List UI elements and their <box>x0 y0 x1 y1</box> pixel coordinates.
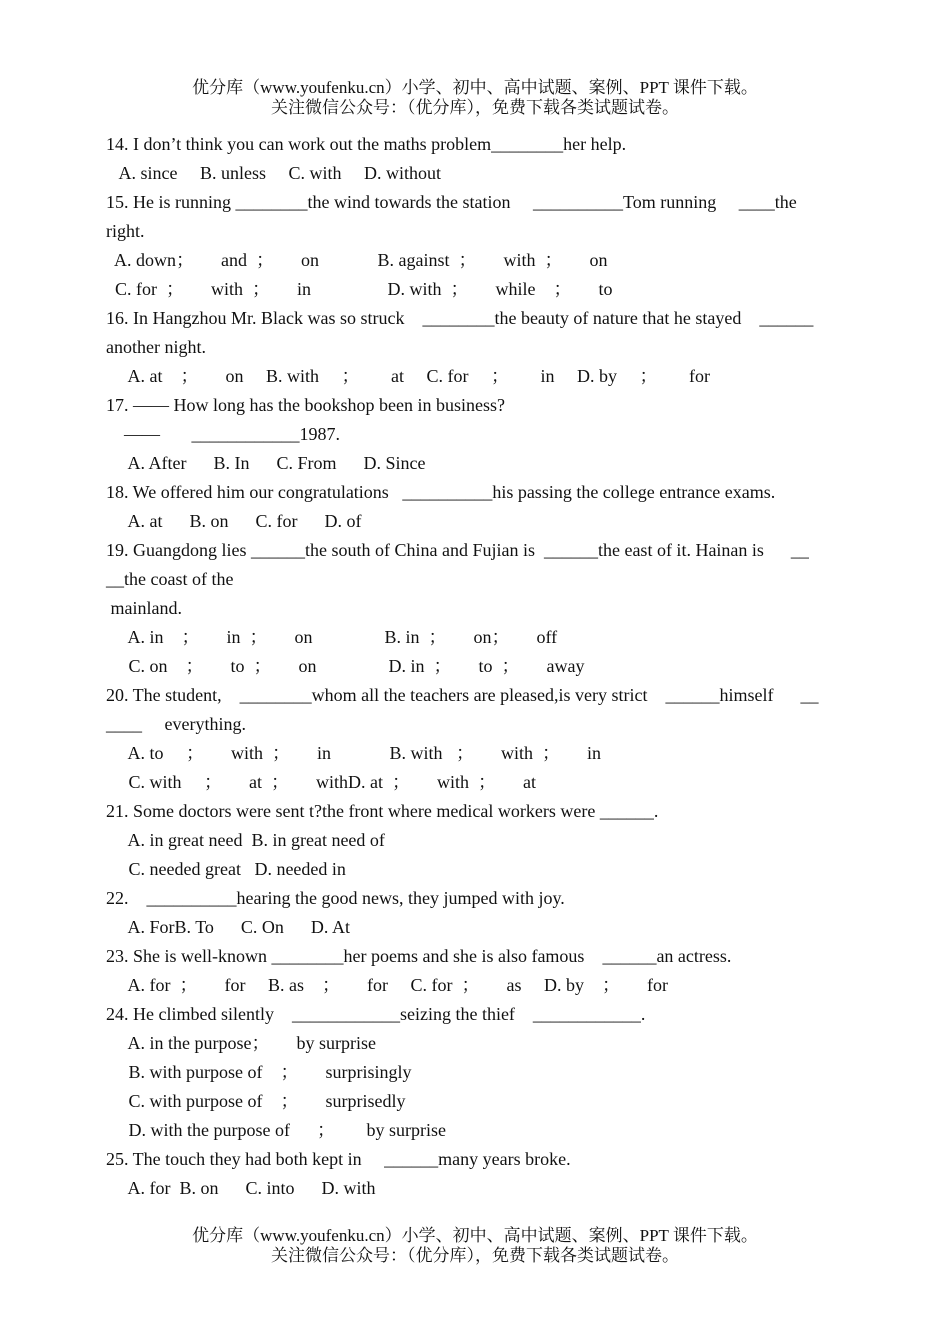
text-line: A. After B. In C. From D. Since <box>106 453 426 473</box>
text-line: 15. He is running ________the wind towards the station __________Tom running ____the <box>106 192 797 212</box>
text-line: A. for ； for B. as ； for C. for ； as D. by ； for <box>106 975 668 995</box>
text-line: C. with ； at ； withD. at ； with ； at <box>106 772 536 792</box>
text-line: A. for B. on C. into D. with <box>106 1178 376 1198</box>
footer-line-2: 关注微信公众号：（优分库），免费下载各类试题试卷。 <box>271 1246 679 1265</box>
text-line: 18. We offered him our congratulations __________his passing the college entrance exams. <box>106 482 776 502</box>
text-line: 14. I don’t think you can work out the maths problem________her help. <box>106 134 627 154</box>
text-line: C. needed great D. needed in <box>106 859 346 879</box>
footer-line-1: 优分库（www.youfenku.cn）小学、初中、高中试题、案例、PPT 课件下载。 <box>192 1226 758 1245</box>
text-line: 17. —— How long has the bookshop been in business? <box>106 395 505 415</box>
text-line: B. with purpose of ； surprisingly <box>106 1062 412 1082</box>
text-line: 25. The touch they had both kept in ______many years broke. <box>106 1149 571 1169</box>
text-line: 19. Guangdong lies ______the south of China and Fujian is ______the east of it. Hainan is __ <box>106 540 809 560</box>
text-line: mainland. <box>106 598 182 618</box>
text-line: A. in the purpose； by surprise <box>106 1033 376 1053</box>
text-line: A. in great need B. in great need of <box>106 830 385 850</box>
text-line: A. down； and ； on B. against ； with ； on <box>106 250 608 270</box>
text-line: C. on ； to ； on D. in ； to ； away <box>106 656 585 676</box>
text-line: ____ everything. <box>106 714 246 734</box>
text-line: D. with the purpose of ； by surprise <box>106 1120 446 1140</box>
header-line-1: 优分库（www.youfenku.cn）小学、初中、高中试题、案例、PPT 课件下载。 <box>192 78 758 97</box>
text-line: 24. He climbed silently ____________seizing the thief ____________. <box>106 1004 646 1024</box>
text-line: 20. The student, ________whom all the teachers are pleased,is very strict ______himself __ <box>106 685 819 705</box>
text-line: A. at ； on B. with ； at C. for ； in D. by ； for <box>106 366 710 386</box>
text-line: A. to ； with ； in B. with ； with ； in <box>106 743 602 763</box>
text-line: right. <box>106 221 145 241</box>
text-line: A. since B. unless C. with D. without <box>106 163 442 183</box>
text-line: A. in ； in ； on B. in ； on； off <box>106 627 558 647</box>
page-header <box>0 78 950 118</box>
header-line-2: 关注微信公众号：（优分库），免费下载各类试题试卷。 <box>271 98 679 117</box>
text-line: 22. __________hearing the good news, they jumped with joy. <box>106 888 565 908</box>
text-line: C. with purpose of ； surprisedly <box>106 1091 406 1111</box>
page-footer <box>0 1226 950 1266</box>
text-line: 16. In Hangzhou Mr. Black was so struck ________the beauty of nature that he stayed ______ <box>106 308 814 328</box>
text-line: 23. She is well-known ________her poems and she is also famous ______an actress. <box>106 946 732 966</box>
text-line: another night. <box>106 337 206 357</box>
text-line: A. ForB. To C. On D. At <box>106 917 350 937</box>
text-line: A. at B. on C. for D. of <box>106 511 362 531</box>
text-line: —— ____________1987. <box>106 424 340 444</box>
question-list <box>106 130 848 1203</box>
text-line: C. for ； with ； in D. with ； while ； to <box>106 279 613 299</box>
text-line: __the coast of the <box>106 569 234 589</box>
text-line: 21. Some doctors were sent t?the front where medical workers were ______. <box>106 801 659 821</box>
